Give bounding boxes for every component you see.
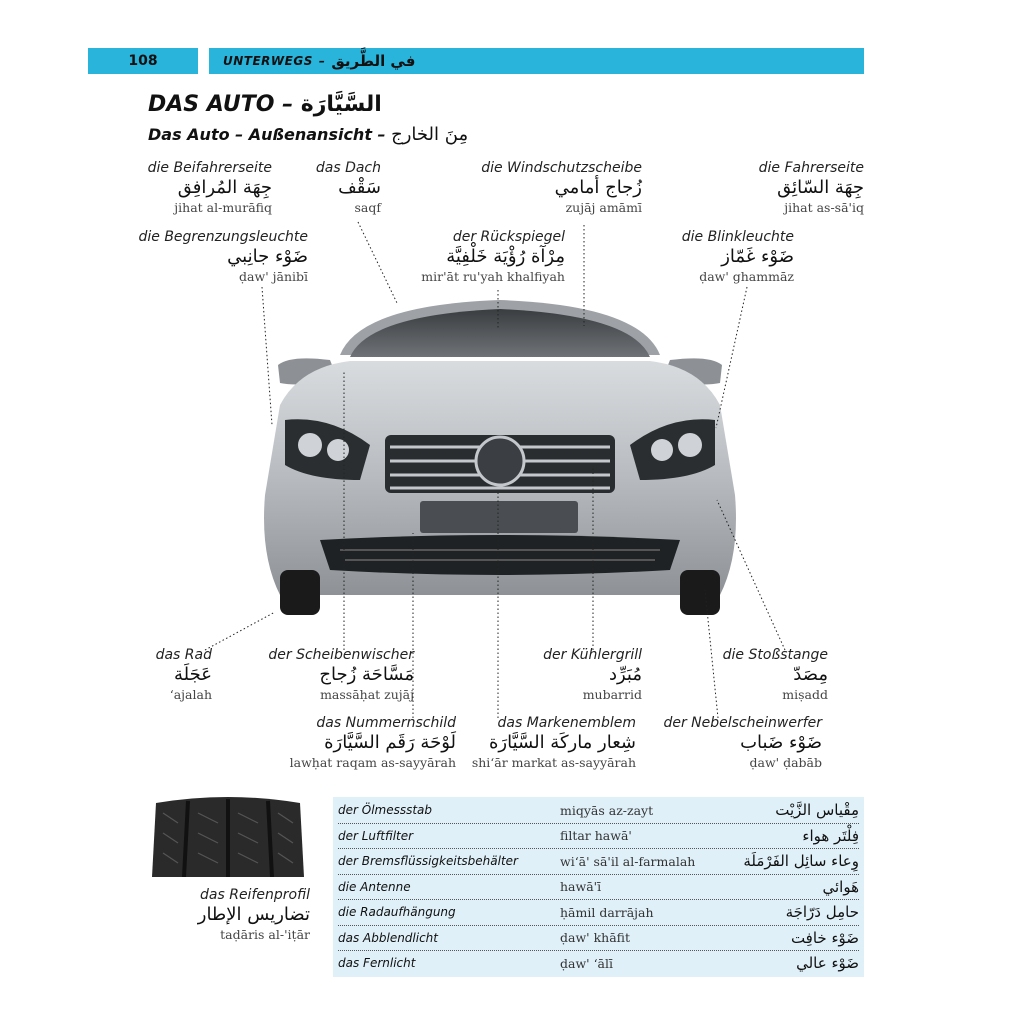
vocab-transliteration: ḍaw' khāfit [560,930,631,946]
table-row [338,824,859,850]
label-scheibenwischer [268,647,414,702]
vocabulary-table [333,797,864,977]
label-begrenzungsleuchte [138,229,308,284]
label-de: die Blinkleuchte [681,229,794,245]
label-kuehlergrill [543,647,642,702]
label-transliteration: zujāj amāmī [565,200,642,215]
label-transliteration: jihat as-sā'iq [784,200,864,215]
vocab-transliteration: miqyās az-zayt [560,802,654,818]
label-transliteration: mubarrid [582,687,642,702]
label-de: die Beifahrerseite [147,160,272,176]
vocab-de: das Abblendlicht [338,930,438,945]
vocab-transliteration: filtar hawā' [560,828,632,844]
page-subtitle [148,124,468,145]
label-ar: مِصَدّ [793,664,828,685]
vocab-ar: ضَوْء عالي [796,954,859,973]
label-transliteration: ḍaw' ḍabāb [749,755,822,770]
vocab-de: die Antenne [338,879,411,894]
label-ar: عَجَلَة [174,664,212,685]
label-beifahrerseite [148,160,272,215]
vocab-ar: حامِل دَرّاجَة [785,903,859,922]
label-markenemblem [472,715,636,770]
label-ar: مُبَرِّد [608,664,642,685]
label-blinkleuchte [682,229,794,284]
label-fahrerseite [759,160,864,215]
label-transliteration: taḍāris al-'iṭār [220,927,310,942]
label-transliteration: ḍaw' ghammāz [699,269,794,284]
vocab-ar: هَوائي [822,877,859,896]
vocab-de: der Bremsflüssigkeitsbehälter [338,854,518,869]
label-ar: مَسَّاحَة زُجاج [319,664,414,685]
label-rad [156,647,212,702]
label-ar: جِهَة السّائِق [777,177,864,198]
label-de: die Stoßstange [722,647,828,663]
page-title-ar: السَّيَّارَة [300,92,382,117]
label-ar: زُجاج أمامي [554,177,642,198]
label-reifenprofil [198,887,310,942]
label-transliteration: mir'āt ru'yah khalfiyah [421,269,565,284]
vocab-transliteration: ḍaw' ʻālī [560,955,613,971]
table-row [338,951,859,976]
vocab-de: das Fernlicht [338,956,416,971]
label-ar: سَقْف [338,177,381,198]
vocab-ar: ضَوْء خافِت [790,928,859,947]
label-transliteration: lawḥat raqam as-sayyārah [289,755,456,770]
vocab-de: der Ölmessstab [338,803,433,818]
label-de: der Kühlergrill [543,647,642,663]
label-nebelscheinwerfer [663,715,822,770]
label-de: das Reifenprofil [200,887,310,903]
label-ar: لَوْحَة رَقَم السَّيَّارَة [324,732,456,753]
label-de: das Rad [155,647,212,663]
vocab-ar: مِقْياس الزَّيْت [775,801,859,820]
label-de: der Nebelscheinwerfer [663,715,822,731]
label-de: das Nummernschild [316,715,456,731]
vocab-ar: وِعاء سائِل الفَرْمَلَة [743,852,859,871]
table-row [338,849,859,875]
label-transliteration: jihat al-murāfiq [174,200,272,215]
label-ar: مِرْآة رُؤْيَة خَلْفِيَّة [446,246,565,267]
table-row [338,798,859,824]
label-dach [316,160,381,215]
label-transliteration: shiʻār markat as-sayyārah [471,755,636,770]
label-ar: ضَوْء ضَباب [740,732,822,753]
section-header [209,48,864,74]
label-nummernschild [290,715,456,770]
page-title [148,92,382,117]
section-separator: – [318,54,326,68]
label-ar: ضَوْء غَمّاز [721,246,794,267]
section-title-ar: في الطَّريق [331,52,416,70]
label-de: die Fahrerseite [758,160,864,176]
vocab-transliteration: ḥāmil darrājah [560,904,654,920]
label-stossstange [723,647,828,702]
label-transliteration: saqf [354,200,381,215]
label-de: der Scheibenwischer [268,647,414,663]
vocab-de: die Radaufhängung [338,905,456,920]
page-number: 108 [88,48,198,74]
table-row [338,900,859,926]
label-ar: شِعار ماركَة السَّيَّارَة [488,732,636,753]
vocab-transliteration: hawā'ī [560,879,602,895]
page-subtitle-de: Das Auto – Außenansicht – [148,125,386,144]
vocab-transliteration: wiʻā' sā'il al-farmalah [560,853,696,869]
table-row [338,926,859,952]
label-ar: ضَوْء جانِبي [227,246,308,267]
label-transliteration: ḍaw' jānibī [239,269,308,284]
car-front-illustration [250,295,750,620]
label-rueckspiegel [421,229,565,284]
section-title-de: UNTERWEGS [223,54,313,68]
page-subtitle-ar: مِنَ الخارج [391,124,469,145]
label-de: das Markenemblem [497,715,636,731]
tire-tread-image [148,793,308,877]
label-de: das Dach [315,160,381,176]
vocab-de: der Luftfilter [338,828,414,843]
label-de: die Windschutzscheibe [481,160,642,176]
vocab-ar: فِلْتَر هواء [802,826,859,845]
label-ar: تضاريس الإطار [197,904,310,925]
label-transliteration: ʻajalah [169,687,212,702]
label-transliteration: miṣadd [782,687,828,702]
label-de: die Begrenzungsleuchte [138,229,308,245]
table-row [338,875,859,901]
page-title-de: DAS AUTO – [148,92,294,117]
label-de: der Rückspiegel [452,229,565,245]
label-transliteration: massāḥat zujāj [320,687,414,702]
label-windschutzscheibe [481,160,642,215]
label-ar: جِهَة المُرافِق [177,177,272,198]
